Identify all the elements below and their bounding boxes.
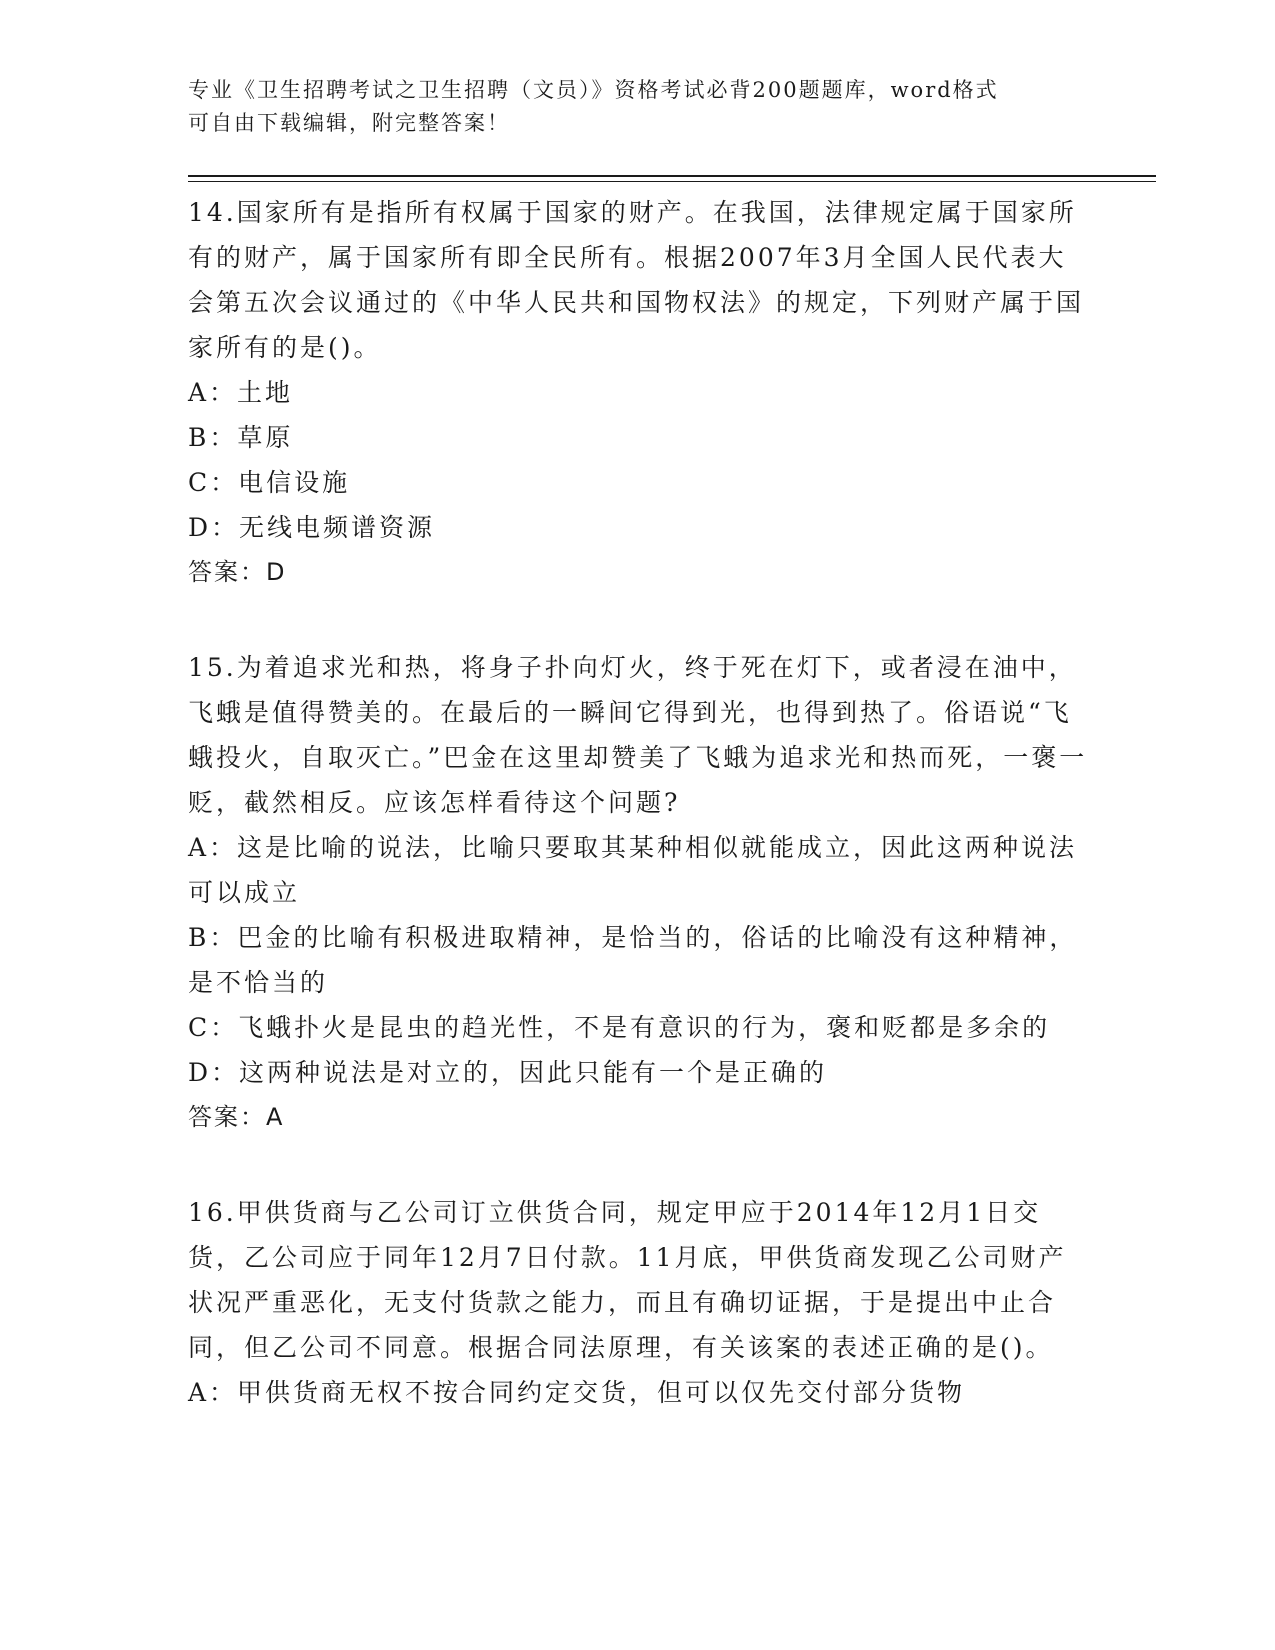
option-d: D：这两种说法是对立的，因此只能有一个是正确的 <box>188 1058 828 1087</box>
option-a: A：这是比喻的说法，比喻只要取其某种相似就能成立，因此这两种说法可以成立 <box>188 833 1078 907</box>
question-stem: 16.甲供货商与乙公司订立供货合同，规定甲应于2014年12月1日交货，乙公司应于同年12月7日付款。11月底，甲供货商发现乙公司财产状况严重恶化，无支付货款之能力，而且有确切证据，于是提出中止合同，但乙公司不同意。根据合同法原理，有关该案的表述正确的是()。 <box>188 1198 1067 1362</box>
option-c: C：电信设施 <box>188 468 351 497</box>
option-d: D：无线电频谱资源 <box>188 513 436 542</box>
option-c: C：飞蛾扑火是昆虫的趋光性，不是有意识的行为，褒和贬都是多余的 <box>188 1013 1051 1042</box>
header-rule-thick <box>188 175 1156 177</box>
option-b: B：巴金的比喻有积极进取精神，是恰当的，俗话的比喻没有这种精神，是不恰当的 <box>188 923 1078 997</box>
question-list <box>188 190 1088 1465</box>
header-line-2: 可自由下载编辑，附完整答案！ <box>188 111 510 135</box>
option-a: A：土地 <box>188 378 294 407</box>
option-a: A：甲供货商无权不按合同约定交货，但可以仅先交付部分货物 <box>188 1378 966 1407</box>
question-16 <box>188 1190 1088 1415</box>
question-stem: 14.国家所有是指所有权属于国家的财产。在我国，法律规定属于国家所有的财产，属于国家所有即全民所有。根据2007年3月全国人民代表大会第五次会议通过的《中华人民共和国物权法》的规定，下列财产属于国家所有的是()。 <box>188 198 1085 362</box>
question-14 <box>188 190 1088 595</box>
question-stem: 15.为着追求光和热，将身子扑向灯火，终于死在灯下，或者浸在油中，飞蛾是值得赞美的。在最后的一瞬间它得到光，也得到热了。俗语说“飞蛾投火，自取灭亡。”巴金在这里却赞美了飞蛾为追求光和热而死，一褒一贬，截然相反。应该怎样看待这个问题? <box>188 653 1088 817</box>
document-header <box>188 74 1088 140</box>
answer: 答案：D <box>188 558 287 586</box>
header-rule-thin <box>188 181 1156 182</box>
question-15 <box>188 645 1088 1140</box>
option-b: B：草原 <box>188 423 294 452</box>
header-line-1: 专业《卫生招聘考试之卫生招聘（文员）》资格考试必背200题题库，word格式 <box>188 78 999 102</box>
answer: 答案：A <box>188 1103 285 1131</box>
